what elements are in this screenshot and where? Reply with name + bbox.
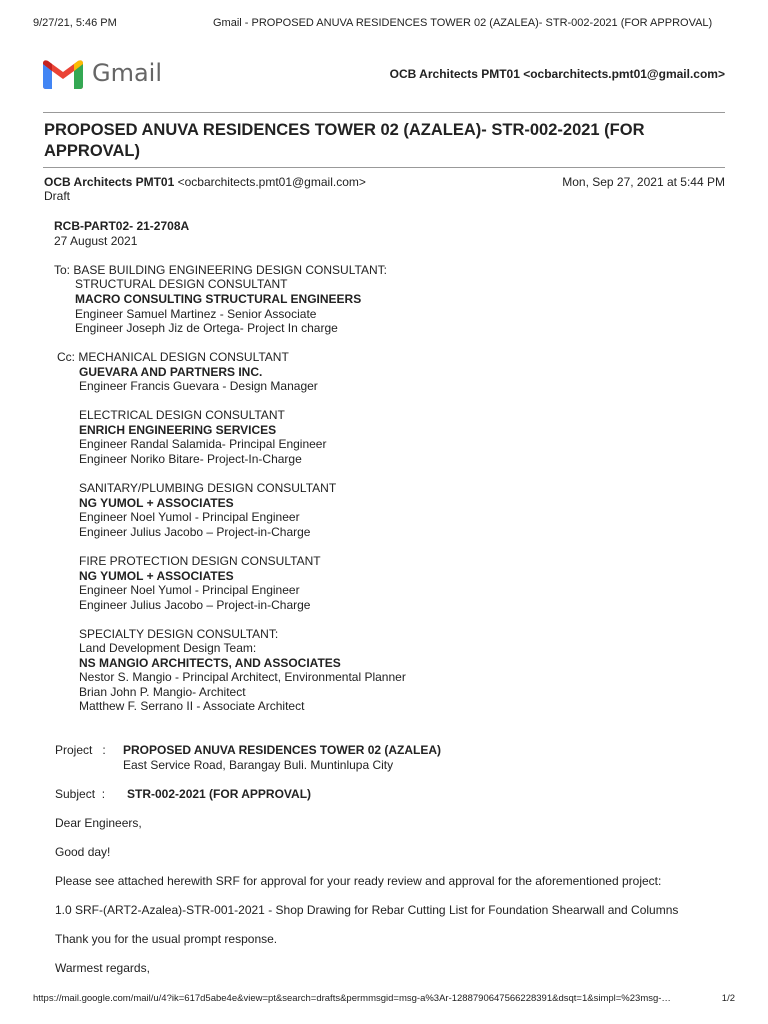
to-line: Engineer Samuel Martinez - Senior Associate [75,307,317,321]
print-datetime: 9/27/21, 5:46 PM [33,17,117,29]
cc-company: NS MANGIO ARCHITECTS, AND ASSOCIATES [79,656,341,670]
cc-line: SANITARY/PLUMBING DESIGN CONSULTANT [79,481,337,495]
cc-line: Engineer Noriko Bitare- Project-In-Charge [79,452,302,466]
cc-line: Engineer Noel Yumol - Principal Engineer [79,583,300,597]
cc-line: Engineer Julius Jacobo – Project-in-Charge [79,598,311,612]
cc-line: Land Development Design Team: [79,641,257,655]
reference-number: RCB-PART02- 21-2708A [54,219,190,233]
page-number: 1/2 [721,993,735,1004]
print-title: Gmail - PROPOSED ANUVA RESIDENCES TOWER 02 (AZALEA)- STR-002-2021 (FOR APPROVAL) [213,17,713,29]
project-name: PROPOSED ANUVA RESIDENCES TOWER 02 (AZALEA) [123,743,442,757]
cc-company: NG YUMOL + ASSOCIATES [79,569,234,583]
letter-date: 27 August 2021 [54,234,138,248]
body-line: Thank you for the usual prompt response. [55,932,278,946]
gmail-logo-text: Gmail [92,59,163,87]
cc-line: Matthew F. Serrano II - Associate Architect [79,699,305,713]
sender-email: <ocbarchitects.pmt01@gmail.com> [177,175,366,189]
to-company: MACRO CONSULTING STRUCTURAL ENGINEERS [75,292,362,306]
body-line: Good day! [55,845,111,859]
cc-heading: Cc: MECHANICAL DESIGN CONSULTANT [57,350,289,364]
to-heading: To: BASE BUILDING ENGINEERING DESIGN CONSULTANT: [54,263,387,277]
body-line: Please see attached herewith SRF for approval for your ready review and approval for the aforementioned project: [55,874,662,888]
draft-label: Draft [44,189,71,203]
cc-company: GUEVARA AND PARTNERS INC. [79,365,263,379]
cc-line: SPECIALTY DESIGN CONSULTANT: [79,627,279,641]
cc-line: Engineer Noel Yumol - Principal Engineer [79,510,300,524]
cc-line: Engineer Julius Jacobo – Project-in-Charge [79,525,311,539]
body-line: 1.0 SRF-(ART2-Azalea)-STR-001-2021 - Shop Drawing for Rebar Cutting List for Foundation Shearwall and Columns [55,903,679,917]
cc-line: Nestor S. Mangio - Principal Architect, Environmental Planner [79,670,406,684]
email-subject: PROPOSED ANUVA RESIDENCES TOWER 02 (AZALEA)- STR-002-2021 (FOR APPROVAL) [44,121,645,160]
subject-value: STR-002-2021 (FOR APPROVAL) [127,787,312,801]
sender-date: Mon, Sep 27, 2021 at 5:44 PM [562,175,725,189]
project-address: East Service Road, Barangay Buli. Muntinlupa City [123,758,394,772]
subject-label: Subject : [55,787,106,801]
cc-line: Brian John P. Mangio- Architect [79,685,246,699]
to-line: STRUCTURAL DESIGN CONSULTANT [75,277,288,291]
cc-line: ELECTRICAL DESIGN CONSULTANT [79,408,285,422]
sender-name: OCB Architects PMT01 [44,175,175,189]
account-email: OCB Architects PMT01 <ocbarchitects.pmt01@gmail.com> [389,67,725,81]
cc-line: FIRE PROTECTION DESIGN CONSULTANT [79,554,321,568]
cc-company: NG YUMOL + ASSOCIATES [79,496,234,510]
cc-line: Engineer Francis Guevara - Design Manager [79,379,318,393]
greeting: Dear Engineers, [55,816,142,830]
cc-company: ENRICH ENGINEERING SERVICES [79,423,277,437]
cc-line: Engineer Randal Salamida- Principal Engineer [79,437,327,451]
to-line: Engineer Joseph Jiz de Ortega- Project In charge [75,321,338,335]
project-label: Project : [55,743,106,757]
sign-off: Warmest regards, [55,961,150,975]
print-url: https://mail.google.com/mail/u/4?ik=617d5abe4e&view=pt&search=drafts&permmsgid=msg-a%3Ar-1288790647566228391&dsqt=1&simpl=%23msg-… [33,993,671,1004]
